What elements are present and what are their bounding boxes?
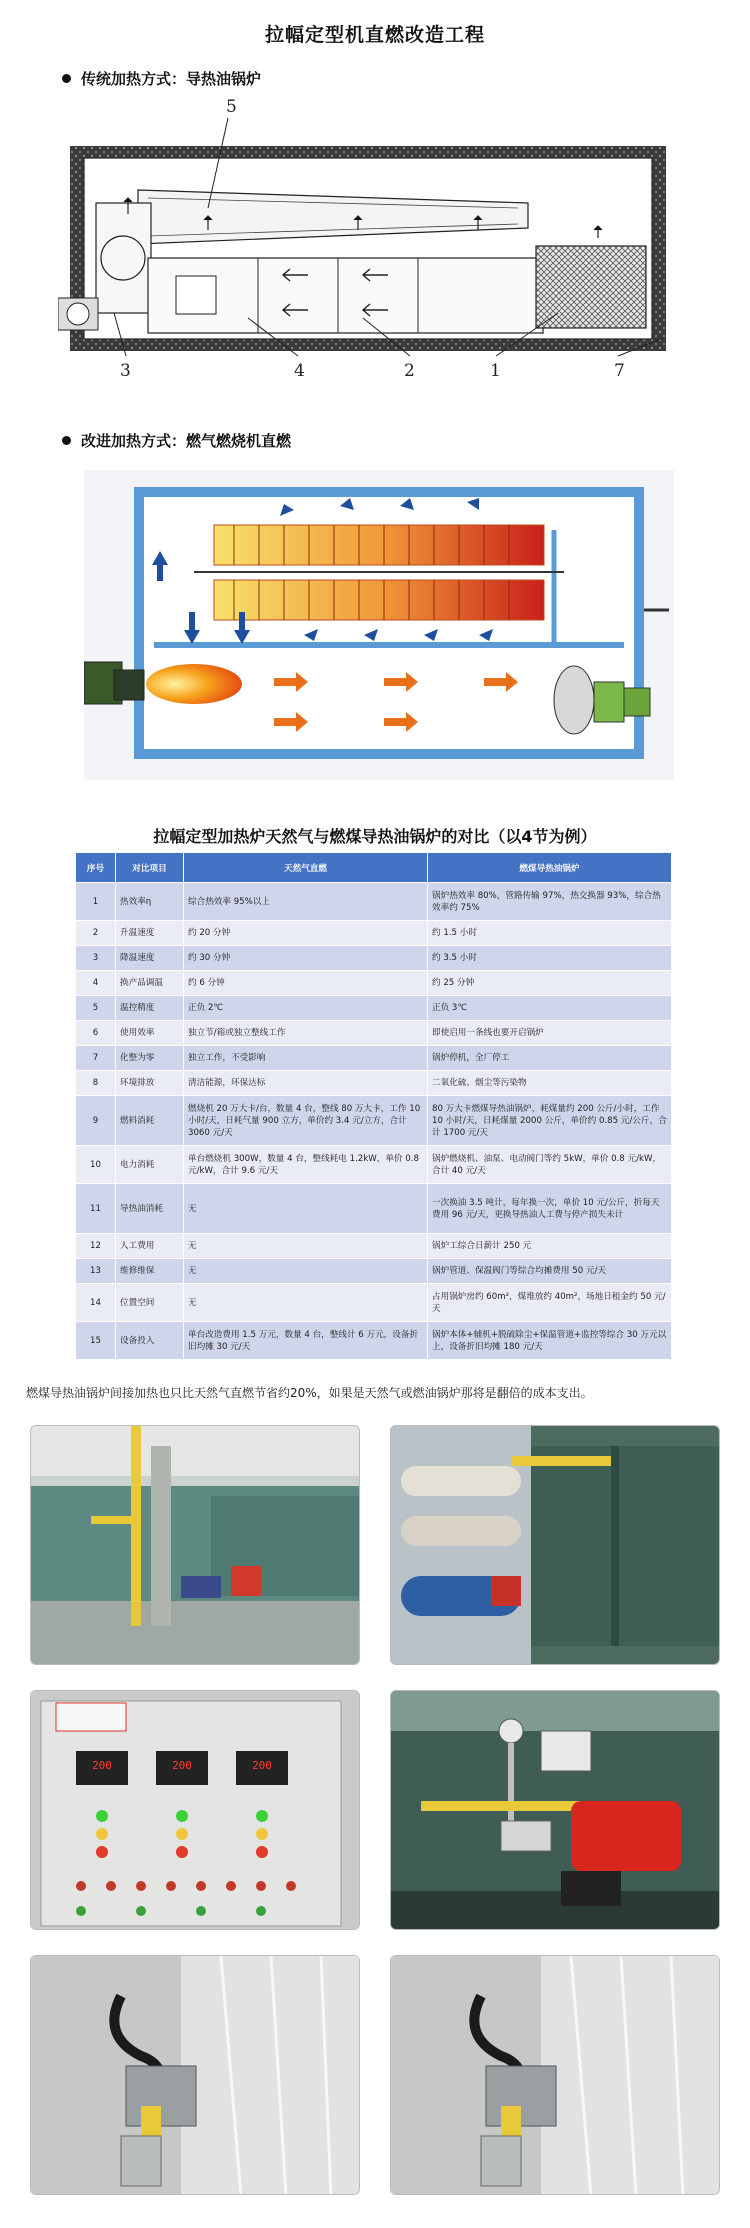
gas-cell: 燃烧机 20 万大卡/台，数量 4 台，整线 80 万大卡，工作 10 小时/天，日耗气量 900 立方，单价约 3.4 元/立方，合计 3060 元/天 — [184, 1096, 428, 1146]
row-item: 维修维保 — [116, 1259, 184, 1284]
column-header: 燃煤导热油锅炉 — [428, 853, 672, 883]
diagram-label: 2 — [404, 361, 415, 381]
row-number: 8 — [76, 1071, 116, 1096]
gas-cell: 约 30 分钟 — [184, 946, 428, 971]
gas-cell: 清洁能源，环保达标 — [184, 1071, 428, 1096]
control-panel-photo — [30, 1690, 360, 1930]
row-number: 1 — [76, 883, 116, 921]
row-item: 电力消耗 — [116, 1146, 184, 1184]
row-number: 11 — [76, 1184, 116, 1234]
column-header: 序号 — [76, 853, 116, 883]
diagram-label: 7 — [614, 361, 625, 381]
section-heading-traditional — [62, 68, 261, 89]
row-number: 12 — [76, 1234, 116, 1259]
row-item: 化整为零 — [116, 1046, 184, 1071]
row-item: 人工费用 — [116, 1234, 184, 1259]
row-item: 换产品调温 — [116, 971, 184, 996]
coal-cell: 锅炉热效率 80%，管路传输 97%，热交换器 93%，综合热效率约 75% — [428, 883, 672, 921]
table-row — [76, 1322, 672, 1360]
factory-line-photo — [30, 1425, 360, 1665]
comparison-title: 拉幅定型加热炉天然气与燃煤导热油锅炉的对比（以4节为例） — [153, 827, 597, 846]
row-item: 使用效率 — [116, 1021, 184, 1046]
table-row — [76, 1284, 672, 1322]
coal-cell: 锅炉管道、保温阀门等综合均摊费用 50 元/天 — [428, 1259, 672, 1284]
row-item: 降温速度 — [116, 946, 184, 971]
gas-cell: 综合热效率 95%以上 — [184, 883, 428, 921]
column-header: 天然气直燃 — [184, 853, 428, 883]
table-row — [76, 1234, 672, 1259]
table-header-row — [76, 853, 672, 883]
row-item: 导热油消耗 — [116, 1184, 184, 1234]
row-number: 10 — [76, 1146, 116, 1184]
coal-cell: 锅炉燃烧机、油泵、电动阀门等约 5kW，单价 0.8 元/kW，合计 40 元/天 — [428, 1146, 672, 1184]
row-number: 7 — [76, 1046, 116, 1071]
row-number: 6 — [76, 1021, 116, 1046]
table-row — [76, 1096, 672, 1146]
coal-cell: 约 3.5 小时 — [428, 946, 672, 971]
table-row — [76, 1184, 672, 1234]
bullet-icon — [62, 74, 71, 83]
table-row — [76, 996, 672, 1021]
table-row — [76, 883, 672, 921]
temperature-display: 200 — [172, 1759, 192, 1772]
traditional-heating-diagram — [58, 98, 698, 390]
coal-cell: 即使启用一条线也要开启锅炉 — [428, 1021, 672, 1046]
table-row — [76, 971, 672, 996]
row-number: 9 — [76, 1096, 116, 1146]
coal-cell: 锅炉停机，全厂停工 — [428, 1046, 672, 1071]
gas-cell: 独立节/箱或独立整线工作 — [184, 1021, 428, 1046]
bullet-icon — [62, 436, 71, 445]
table-row — [76, 921, 672, 946]
red-burner-photo — [390, 1690, 720, 1930]
gas-cell: 无 — [184, 1284, 428, 1322]
table-row — [76, 946, 672, 971]
section-label-traditional: 传统加热方式：导热油锅炉 — [81, 70, 262, 88]
row-number: 4 — [76, 971, 116, 996]
table-row — [76, 1071, 672, 1096]
row-item: 设备投入 — [116, 1322, 184, 1360]
diagram-label: 3 — [120, 361, 131, 381]
diagram-label: 5 — [226, 98, 237, 117]
gas-cell: 单台改造费用 1.5 万元，数量 4 台，整线计 6 万元，设备折旧均摊 30 元/天 — [184, 1322, 428, 1360]
stainless-burner-photo-2 — [390, 1955, 720, 2195]
row-number: 5 — [76, 996, 116, 1021]
coal-cell: 锅炉本体+辅机+脱硫除尘+保温管道+监控等综合 30 万元以上，设备折旧均摊 180 元/天 — [428, 1322, 672, 1360]
coal-cell: 二氧化硫、烟尘等污染物 — [428, 1071, 672, 1096]
row-item: 环境排放 — [116, 1071, 184, 1096]
section-heading-improved — [62, 430, 291, 451]
coal-cell: 80 万大卡燃煤导热油锅炉，耗煤量约 200 公斤/小时，工作 10 小时/天，日耗煤量 2000 公斤，单价约 0.85 元/公斤，合计 1700 元/天 — [428, 1096, 672, 1146]
row-item: 燃料消耗 — [116, 1096, 184, 1146]
column-header: 对比项目 — [116, 853, 184, 883]
gas-cell: 无 — [184, 1259, 428, 1284]
diagram-label: 1 — [490, 361, 501, 381]
row-number: 3 — [76, 946, 116, 971]
gas-cell: 无 — [184, 1234, 428, 1259]
diagram-label: 4 — [294, 361, 305, 381]
row-number: 14 — [76, 1284, 116, 1322]
table-row — [76, 1021, 672, 1046]
coal-cell: 占用锅炉房约 60m²，煤堆放约 40m²，场地日租金约 50 元/天 — [428, 1284, 672, 1322]
coal-cell: 正负 3℃ — [428, 996, 672, 1021]
coal-cell: 一次换油 3.5 吨计，每年换一次，单价 10 元/公斤，折每天费用 96 元/天，更换导热油人工费与停产损失未计 — [428, 1184, 672, 1234]
coal-cell: 锅炉工综合日薪计 250 元 — [428, 1234, 672, 1259]
coal-cell: 约 25 分钟 — [428, 971, 672, 996]
gas-cell: 无 — [184, 1184, 428, 1234]
stainless-burner-photo — [30, 1955, 360, 2195]
row-item: 温控精度 — [116, 996, 184, 1021]
row-item: 位置空间 — [116, 1284, 184, 1322]
gas-cell: 约 20 分钟 — [184, 921, 428, 946]
gas-burner-diagram — [84, 470, 674, 780]
row-number: 2 — [76, 921, 116, 946]
dryer-burner-photo — [390, 1425, 720, 1665]
temperature-display: 200 — [92, 1759, 112, 1772]
coal-cell: 约 1.5 小时 — [428, 921, 672, 946]
gas-cell: 单台燃烧机 300W，数量 4 台，整线耗电 1.2kW，单价 0.8 元/kW，合计 9.6 元/天 — [184, 1146, 428, 1184]
row-item: 升温速度 — [116, 921, 184, 946]
gas-cell: 约 6 分钟 — [184, 971, 428, 996]
comparison-table — [75, 852, 672, 1360]
gas-cell: 独立工作，不受影响 — [184, 1046, 428, 1071]
row-number: 15 — [76, 1322, 116, 1360]
table-row — [76, 1259, 672, 1284]
temperature-display: 200 — [252, 1759, 272, 1772]
row-item: 热效率η — [116, 883, 184, 921]
page-title: 拉幅定型机直燃改造工程 — [264, 24, 485, 46]
gas-cell: 正负 2℃ — [184, 996, 428, 1021]
row-number: 13 — [76, 1259, 116, 1284]
section-label-improved: 改进加热方式：燃气燃烧机直燃 — [81, 432, 292, 450]
table-row — [76, 1146, 672, 1184]
table-row — [76, 1046, 672, 1071]
cost-note: 燃煤导热油锅炉间接加热也只比天然气直燃节省约20%，如果是天然气或燃油锅炉那将是翻倍的成本支出。 — [26, 1386, 593, 1400]
